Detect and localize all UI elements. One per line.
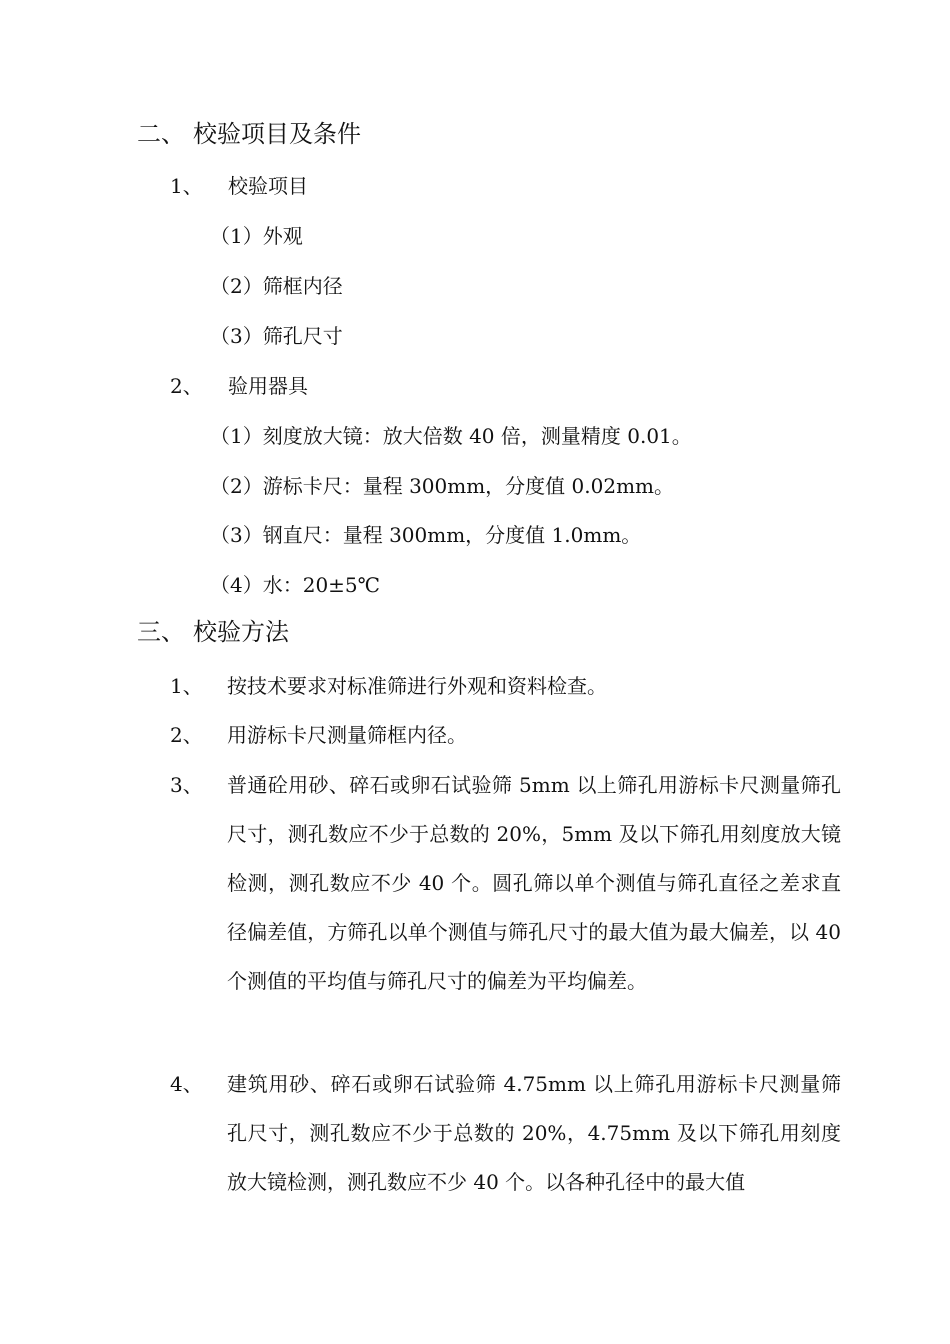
method-item-text: 建筑用砂、碎石或卵石试验筛 4.75mm 以上筛孔用游标卡尺测量筛孔尺寸，测孔数应不少于总数的 20%，4.75mm 及以下筛孔用刻度放大镜检测，测孔数应不少 40 个。以各种孔径中的最大值 xyxy=(227,1072,841,1194)
method-item-number: 4、 xyxy=(170,1072,203,1096)
method-item-number: 1、 xyxy=(170,674,203,698)
subheading-inspection-items xyxy=(170,172,470,200)
list-item: （1）外观 xyxy=(210,224,303,248)
subheading-text: 校验项目 xyxy=(228,174,308,198)
method-item-text: 按技术要求对标准筛进行外观和资料检查。 xyxy=(227,674,607,698)
list-item: （3）钢直尺：量程 300mm，分度值 1.0mm。 xyxy=(210,523,642,547)
section-heading-2 xyxy=(137,118,537,150)
section-heading-text: 校验项目及条件 xyxy=(193,120,361,148)
method-item-number: 3、 xyxy=(170,773,203,797)
subheading-number: 2、 xyxy=(170,374,203,398)
subheading-number: 1、 xyxy=(170,174,203,198)
list-item: （3）筛孔尺寸 xyxy=(210,324,343,348)
section-heading-number: 三、 xyxy=(137,618,185,646)
section-heading-3 xyxy=(137,616,537,648)
section-heading-number: 二、 xyxy=(137,120,185,148)
section-heading-text: 校验方法 xyxy=(193,618,289,646)
list-item: （2）筛框内径 xyxy=(210,274,343,298)
list-item: （2）游标卡尺：量程 300mm，分度值 0.02mm。 xyxy=(210,474,675,498)
method-item-number: 2、 xyxy=(170,723,203,747)
list-item: （4）水：20±5℃ xyxy=(210,573,381,597)
subheading-text: 验用器具 xyxy=(228,374,308,398)
list-item: （1）刻度放大镜：放大倍数 40 倍，测量精度 0.01。 xyxy=(210,424,692,448)
subheading-instruments xyxy=(170,372,470,400)
method-item-text: 普通砼用砂、碎石或卵石试验筛 5mm 以上筛孔用游标卡尺测量筛孔尺寸，测孔数应不少于总数的 20%，5mm 及以下筛孔用刻度放大镜检测，测孔数应不少 40 个。圆孔筛以单个测值与筛孔直径之差求直径偏差值，方筛孔以单个测值与筛孔尺寸的最大值为最大偏差，以 40 个测值的平均值与筛孔尺寸的偏差为平均偏差。 xyxy=(227,773,841,993)
method-item-text: 用游标卡尺测量筛框内径。 xyxy=(227,723,467,747)
